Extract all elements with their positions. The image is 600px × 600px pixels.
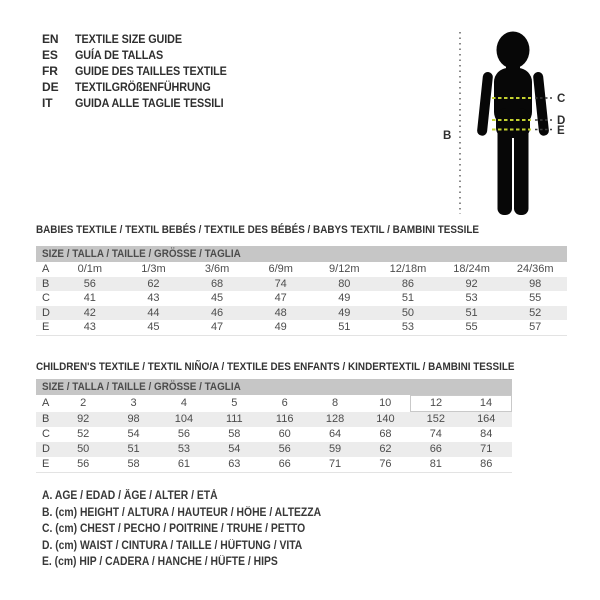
size-cell: 104 — [174, 412, 194, 425]
children-size-header-text: SIZE / TALLA / TAILLE / GRÖSSE / TAGLIA — [42, 381, 241, 393]
size-cell: 63 — [228, 458, 241, 470]
size-table-row — [36, 396, 512, 412]
row-label: E — [42, 458, 50, 470]
size-cell: 84 — [480, 428, 493, 440]
children-section-title-text: CHILDREN'S TEXTILE / TEXTIL NIÑO/A / TEXTILE DES ENFANTS / KINDERTEXTIL / BAMBINI TESSILE — [36, 361, 515, 373]
size-cell: 164 — [477, 413, 496, 425]
size-cell: 56 — [278, 443, 291, 455]
size-table-row — [36, 277, 567, 292]
size-cell: 74 — [429, 428, 442, 440]
size-cell: 6 — [281, 397, 288, 409]
size-cell: 54 — [127, 428, 140, 440]
size-cell: 41 — [83, 292, 96, 304]
size-table-row — [36, 306, 567, 321]
size-cell: 60 — [278, 428, 291, 440]
size-cell: 98 — [127, 412, 140, 425]
size-cell: 43 — [83, 321, 96, 333]
size-cell: 51 — [127, 443, 140, 455]
size-cell: 59 — [328, 443, 342, 455]
size-cell: 76 — [379, 458, 392, 470]
size-cell: 45 — [210, 292, 224, 304]
size-cell: 128 — [325, 412, 345, 425]
size-cell: 62 — [379, 443, 392, 455]
size-table-row — [36, 442, 512, 457]
size-cell: 64 — [328, 428, 342, 440]
size-cell: 3 — [130, 397, 137, 409]
row-label: C — [42, 428, 50, 440]
children-section-title — [36, 360, 568, 374]
size-cell: 53 — [177, 443, 191, 455]
language-row — [42, 47, 244, 63]
size-cell: 92 — [465, 277, 478, 290]
size-table-row — [36, 320, 567, 335]
size-cell: 152 — [426, 413, 445, 425]
size-cell: 12/18m — [389, 263, 427, 275]
size-cell: 58 — [228, 428, 241, 440]
size-cell: 43 — [147, 292, 160, 304]
size-table-row — [36, 291, 567, 306]
size-cell: 24/36m — [516, 263, 554, 275]
label-hip-e: E — [557, 125, 565, 137]
size-cell: 47 — [274, 292, 287, 304]
language-row — [42, 95, 244, 111]
babies-section-title — [36, 223, 528, 237]
size-cell: 57 — [529, 321, 542, 333]
size-cell: 58 — [127, 458, 140, 470]
size-cell: 74 — [274, 277, 287, 290]
legend-line — [42, 488, 352, 505]
row-label: A — [42, 397, 50, 409]
size-cell: 12 — [411, 396, 461, 412]
size-table-row — [36, 457, 512, 473]
child-silhouette — [477, 32, 550, 216]
language-code: EN — [42, 32, 59, 46]
size-cell: 49 — [274, 321, 287, 333]
size-cell: 81 — [429, 458, 442, 470]
size-cell: 2 — [80, 397, 87, 409]
size-cell: 80 — [338, 277, 351, 290]
legend-line — [42, 554, 352, 571]
size-cell: 3/6m — [204, 263, 230, 275]
size-cell: 5 — [231, 397, 238, 409]
measurement-legend — [42, 488, 352, 571]
legend-text: D. (cm) WAIST / CINTURA / TAILLE / HÜFTUNG / VITA — [42, 539, 303, 552]
legend-text: E. (cm) HIP / CADERA / HANCHE / HÜFTE / HIPS — [42, 556, 278, 568]
size-cell: 86 — [401, 277, 415, 290]
size-cell: 42 — [83, 306, 96, 319]
language-code: IT — [42, 96, 53, 110]
size-cell: 48 — [274, 306, 287, 319]
size-cell: 52 — [77, 428, 90, 440]
size-cell: 0/1m — [77, 263, 103, 275]
size-cell: 44 — [147, 306, 160, 319]
language-code: FR — [42, 64, 58, 78]
size-cell: 49 — [338, 292, 351, 304]
size-cell: 1/3m — [141, 263, 166, 275]
size-cell: 50 — [77, 443, 90, 455]
size-table-row — [36, 262, 567, 277]
size-cell: 10 — [379, 397, 392, 409]
size-cell: 55 — [529, 292, 542, 304]
size-cell: 18/24m — [453, 263, 490, 275]
language-title: TEXTILGRÖßENFÜHRUNG — [75, 80, 211, 94]
label-waist-d: D — [557, 115, 566, 127]
size-cell: 68 — [210, 277, 224, 290]
size-cell: 68 — [379, 428, 392, 440]
size-cell: 50 — [401, 306, 415, 319]
language-row — [42, 79, 244, 95]
size-cell: 62 — [147, 277, 160, 290]
size-cell: 98 — [529, 277, 542, 290]
row-label: A — [42, 263, 50, 275]
size-cell: 51 — [465, 306, 478, 319]
size-table-row — [36, 412, 512, 428]
row-label: B — [42, 277, 50, 290]
size-cell: 52 — [529, 306, 542, 319]
babies-section-title-text: BABIES TEXTILE / TEXTIL BEBÉS / TEXTILE DES BÉBÉS / BABYS TEXTIL / BAMBINI TESSILE — [36, 224, 479, 236]
size-cell: 111 — [225, 412, 243, 425]
size-cell: 56 — [77, 458, 90, 470]
language-row — [42, 31, 244, 47]
language-code: ES — [42, 48, 58, 62]
size-cell: 86 — [480, 458, 493, 470]
size-cell: 66 — [278, 458, 291, 470]
label-height-b: B — [443, 130, 452, 142]
language-row — [42, 63, 244, 79]
legend-text: B. (cm) HEIGHT / ALTURA / HAUTEUR / HÖHE / ALTEZZA — [42, 506, 322, 519]
language-title-list — [42, 31, 244, 111]
size-cell: 8 — [332, 397, 339, 409]
child-measurement-figure — [438, 10, 600, 225]
children-size-header-bar — [36, 379, 512, 395]
language-title: GUIDA ALLE TAGLIE TESSILI — [75, 96, 224, 110]
size-cell: 56 — [83, 277, 96, 290]
legend-text: A. AGE / EDAD / ÂGE / ALTER / ETÀ — [42, 490, 218, 502]
legend-line — [42, 505, 352, 522]
size-cell: 4 — [180, 397, 187, 409]
size-cell: 53 — [401, 321, 415, 333]
row-label: D — [42, 306, 50, 319]
size-cell: 51 — [401, 292, 415, 304]
size-cell: 116 — [275, 412, 294, 425]
row-label: B — [42, 412, 50, 425]
children-size-table — [36, 395, 512, 473]
size-cell: 140 — [376, 412, 395, 425]
size-cell: 53 — [465, 292, 478, 304]
size-cell: 71 — [328, 458, 342, 470]
size-cell: 14 — [461, 396, 512, 412]
legend-line — [42, 521, 352, 538]
babies-size-table — [36, 262, 567, 336]
size-cell: 47 — [210, 321, 224, 333]
row-label: C — [42, 292, 50, 304]
size-cell: 92 — [77, 412, 90, 425]
size-cell: 45 — [147, 321, 160, 333]
legend-line — [42, 538, 352, 555]
language-title: TEXTILE SIZE GUIDE — [75, 32, 183, 46]
size-cell: 56 — [177, 428, 191, 440]
size-cell: 55 — [465, 321, 478, 333]
babies-size-header-text: SIZE / TALLA / TAILLE / GRÖSSE / TAGLIA — [42, 248, 241, 260]
language-code: DE — [42, 80, 59, 94]
size-cell: 6/9m — [268, 263, 293, 275]
language-title: GUÍA DE TALLAS — [75, 48, 164, 62]
size-cell: 61 — [177, 458, 191, 470]
size-cell: 66 — [429, 443, 442, 455]
size-cell: 46 — [210, 306, 224, 319]
label-chest-c: C — [557, 93, 566, 105]
size-cell: 49 — [338, 306, 351, 319]
size-cell: 71 — [480, 443, 493, 455]
row-label: E — [42, 321, 50, 333]
row-label: D — [42, 443, 50, 455]
legend-text: C. (cm) CHEST / PECHO / POITRINE / TRUHE / PETTO — [42, 523, 306, 535]
size-cell: 51 — [338, 321, 351, 333]
size-table-row — [36, 427, 512, 442]
language-title: GUIDE DES TAILLES TEXTILE — [75, 64, 227, 78]
size-cell: 54 — [228, 443, 241, 455]
babies-size-header-bar — [36, 246, 567, 262]
size-cell: 9/12m — [329, 263, 360, 275]
